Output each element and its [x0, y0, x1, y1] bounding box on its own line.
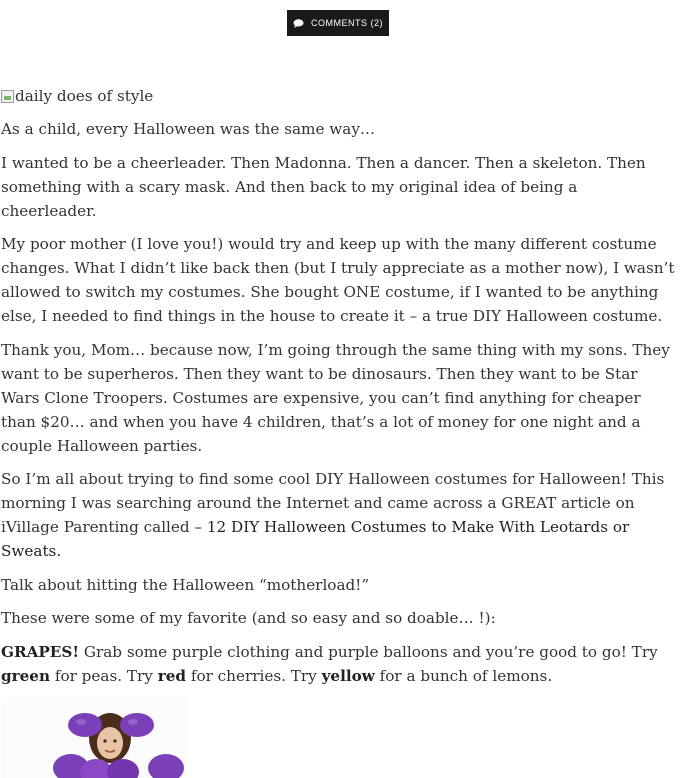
- paragraph-3: My poor mother (I love you!) would try and keep up with the many different costume changes. What I didn’t like back then (but I truly appreciate as a mother now), I wasn’t allowed to switch my costumes. She bought ONE costume, if I wanted to be anything else, I needed to find things in the house to create it – a true DIY Halloween costume.: [1, 235, 675, 325]
- comments-button-label: COMMENTS (2): [311, 18, 383, 28]
- red-word: red: [157, 666, 186, 685]
- grape-costume-illustration: [1, 698, 187, 778]
- grape-balloon: [120, 713, 154, 737]
- paragraph-1: As a child, every Halloween was the same way…: [1, 120, 376, 138]
- broken-image: [1, 84, 676, 108]
- paragraph-6: Talk about hitting the Halloween “motherload!”: [1, 575, 370, 594]
- p8-text-1: Grab some purple clothing and purple balloons and you’re good to go! Try: [79, 642, 658, 661]
- grape-costume-photo: [1, 698, 187, 778]
- green-word: green: [1, 666, 50, 685]
- comment-bubble-icon: [293, 19, 304, 28]
- paragraph-5: [1, 467, 676, 563]
- yellow-word: yellow: [321, 666, 375, 685]
- paragraph-2: I wanted to be a cheerleader. Then Madonna. Then a dancer. Then a skeleton. Then something with a scary mask. And then back to my original idea of being a cheerleader.: [1, 153, 646, 220]
- paragraph-5-text: So I’m all about trying to find some cool DIY Halloween costumes for Halloween! This morning I was searching around the Internet and came across a GREAT article on iVillage Parenting called: [1, 470, 665, 536]
- comments-button[interactable]: [287, 10, 389, 36]
- grapes-heading: GRAPES!: [1, 642, 80, 661]
- p8-text-4: for a bunch of lemons.: [374, 666, 553, 685]
- post-content: [0, 36, 688, 778]
- top-bar: [0, 0, 688, 36]
- child-face: [97, 727, 123, 759]
- grape-balloon: [68, 713, 102, 737]
- paragraph-7: These were some of my favorite (and so easy and so doable… !):: [1, 609, 496, 627]
- paragraph-4: Thank you, Mom… because now, I’m going through the same thing with my sons. They want to be superheros. Then they want to be dinosaurs. Then they want to be Star Wars Clone Troopers. Costumes are expensive, you can’t find anything for cheaper than $20… and when you have 4 children, that’s a lot of money for one night and a couple Halloween parties.: [1, 340, 670, 455]
- paragraph-8: [1, 640, 676, 688]
- ivillage-article-link[interactable]: – 12 DIY Halloween Costumes to Make With Leotards or Sweats.: [1, 518, 630, 560]
- broken-image-icon: [1, 90, 14, 103]
- image-alt-text: daily does of style: [15, 87, 154, 105]
- p8-text-3: for cherries. Try: [186, 666, 322, 685]
- p8-text-2: for peas. Try: [50, 666, 158, 685]
